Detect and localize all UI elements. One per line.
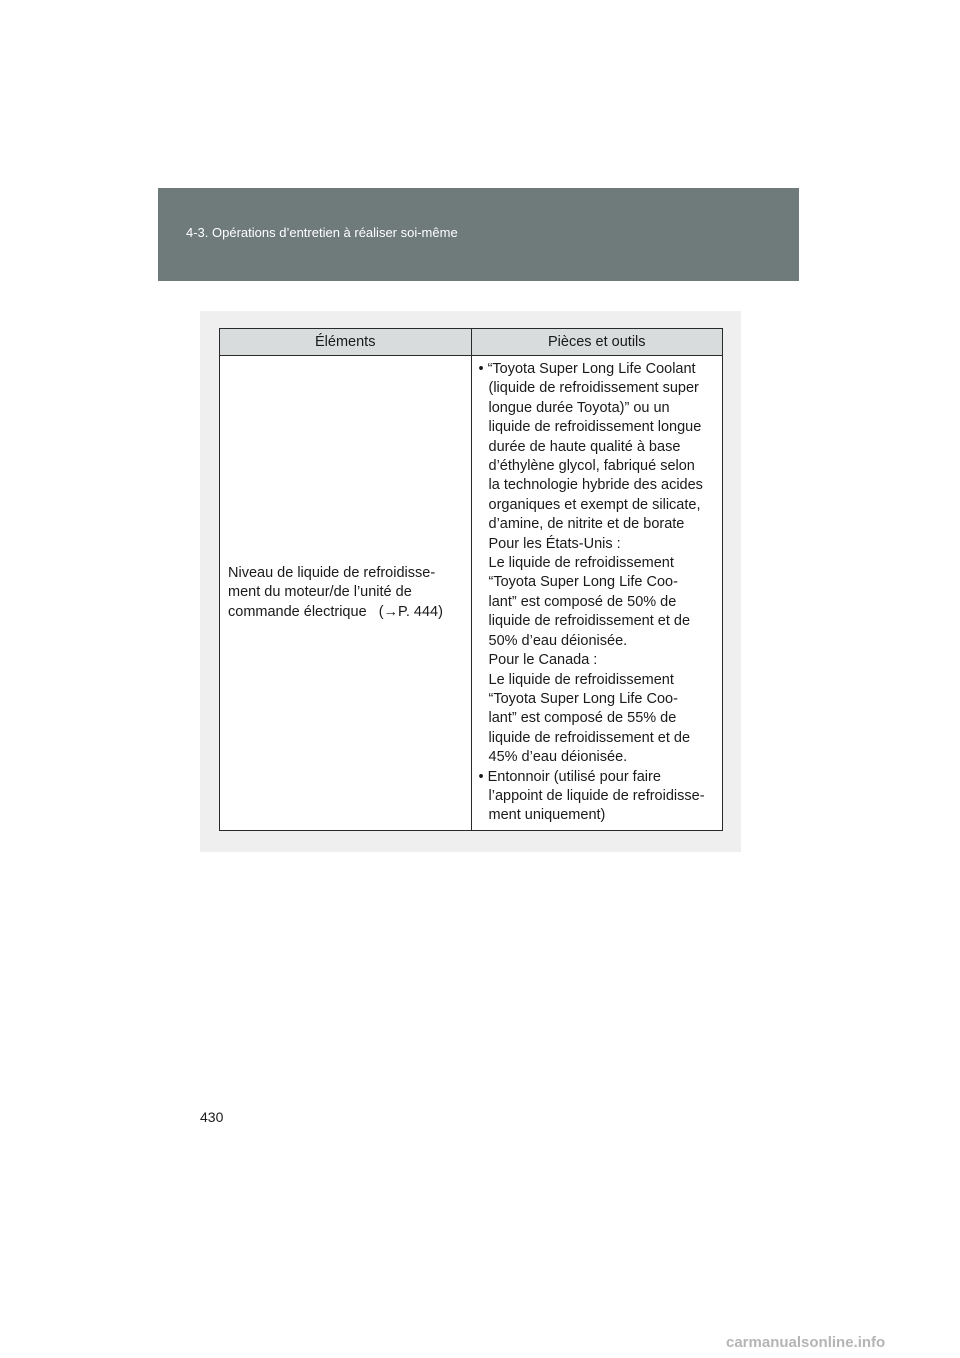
parts-text-line: d’éthylène glycol, fabriqué selon: [488, 458, 695, 475]
parts-text-line: “Toyota Super Long Life Coo-: [488, 574, 678, 591]
parts-text-line: lant” est composé de 55% de: [488, 710, 677, 727]
watermark: carmanualsonline.info: [726, 1334, 886, 1351]
parts-text-line: “Toyota Super Long Life Coo-: [488, 690, 678, 707]
column-header-elements: Éléments: [220, 329, 472, 356]
parts-text-line: liquide de refroidissement et de: [488, 729, 691, 746]
element-text-line: ment du moteur/de l’unité de: [228, 584, 412, 601]
table-header-row: [220, 329, 723, 356]
element-cell: [220, 356, 472, 831]
parts-text-line: Pour les États-Unis :: [488, 535, 621, 552]
table-row: [220, 356, 723, 831]
parts-text-line: (liquide de refroidissement super: [488, 380, 699, 397]
parts-text-line: • Entonnoir (utilisé pour faire: [478, 768, 661, 785]
parts-text-line: Pour le Canada :: [488, 652, 598, 669]
element-text-line: Niveau de liquide de refroidisse-: [228, 564, 436, 581]
section-header-band: [158, 188, 799, 281]
parts-text-line: 45% d’eau déionisée.: [488, 749, 628, 766]
element-text-line: commande électrique (→P. 444): [228, 603, 443, 620]
parts-text-line: liquide de refroidissement et de: [488, 613, 691, 630]
parts-text-line: durée de haute qualité à base: [488, 438, 681, 455]
parts-text-line: liquide de refroidissement longue: [488, 419, 702, 436]
parts-text-line: • “Toyota Super Long Life Coolant: [478, 361, 696, 377]
parts-text-line: lant” est composé de 50% de: [488, 593, 677, 610]
page-number: 430: [200, 1109, 224, 1125]
parts-text-line: l’appoint de liquide de refroidisse-: [488, 787, 705, 804]
parts-text-line: la technologie hybride des acides: [488, 477, 703, 494]
parts-text-line: 50% d’eau déionisée.: [488, 632, 628, 649]
parts-text-line: d’amine, de nitrite et de borate: [488, 516, 685, 533]
content-panel: [200, 311, 741, 852]
column-header-parts-tools: Pièces et outils: [471, 329, 723, 356]
parts-tools-cell: [471, 356, 723, 831]
section-title: 4-3. Opérations d’entretien à réaliser soi-même: [186, 225, 458, 240]
parts-text-line: Le liquide de refroidissement: [488, 671, 674, 688]
parts-text-line: longue durée Toyota)” ou un: [488, 399, 670, 416]
parts-tools-list: [479, 360, 717, 826]
parts-text-line: Le liquide de refroidissement: [488, 555, 674, 572]
parts-text-line: organiques et exempt de silicate,: [488, 496, 701, 513]
parts-text-line: ment uniquement): [488, 807, 606, 824]
maintenance-parts-table: [219, 328, 723, 831]
